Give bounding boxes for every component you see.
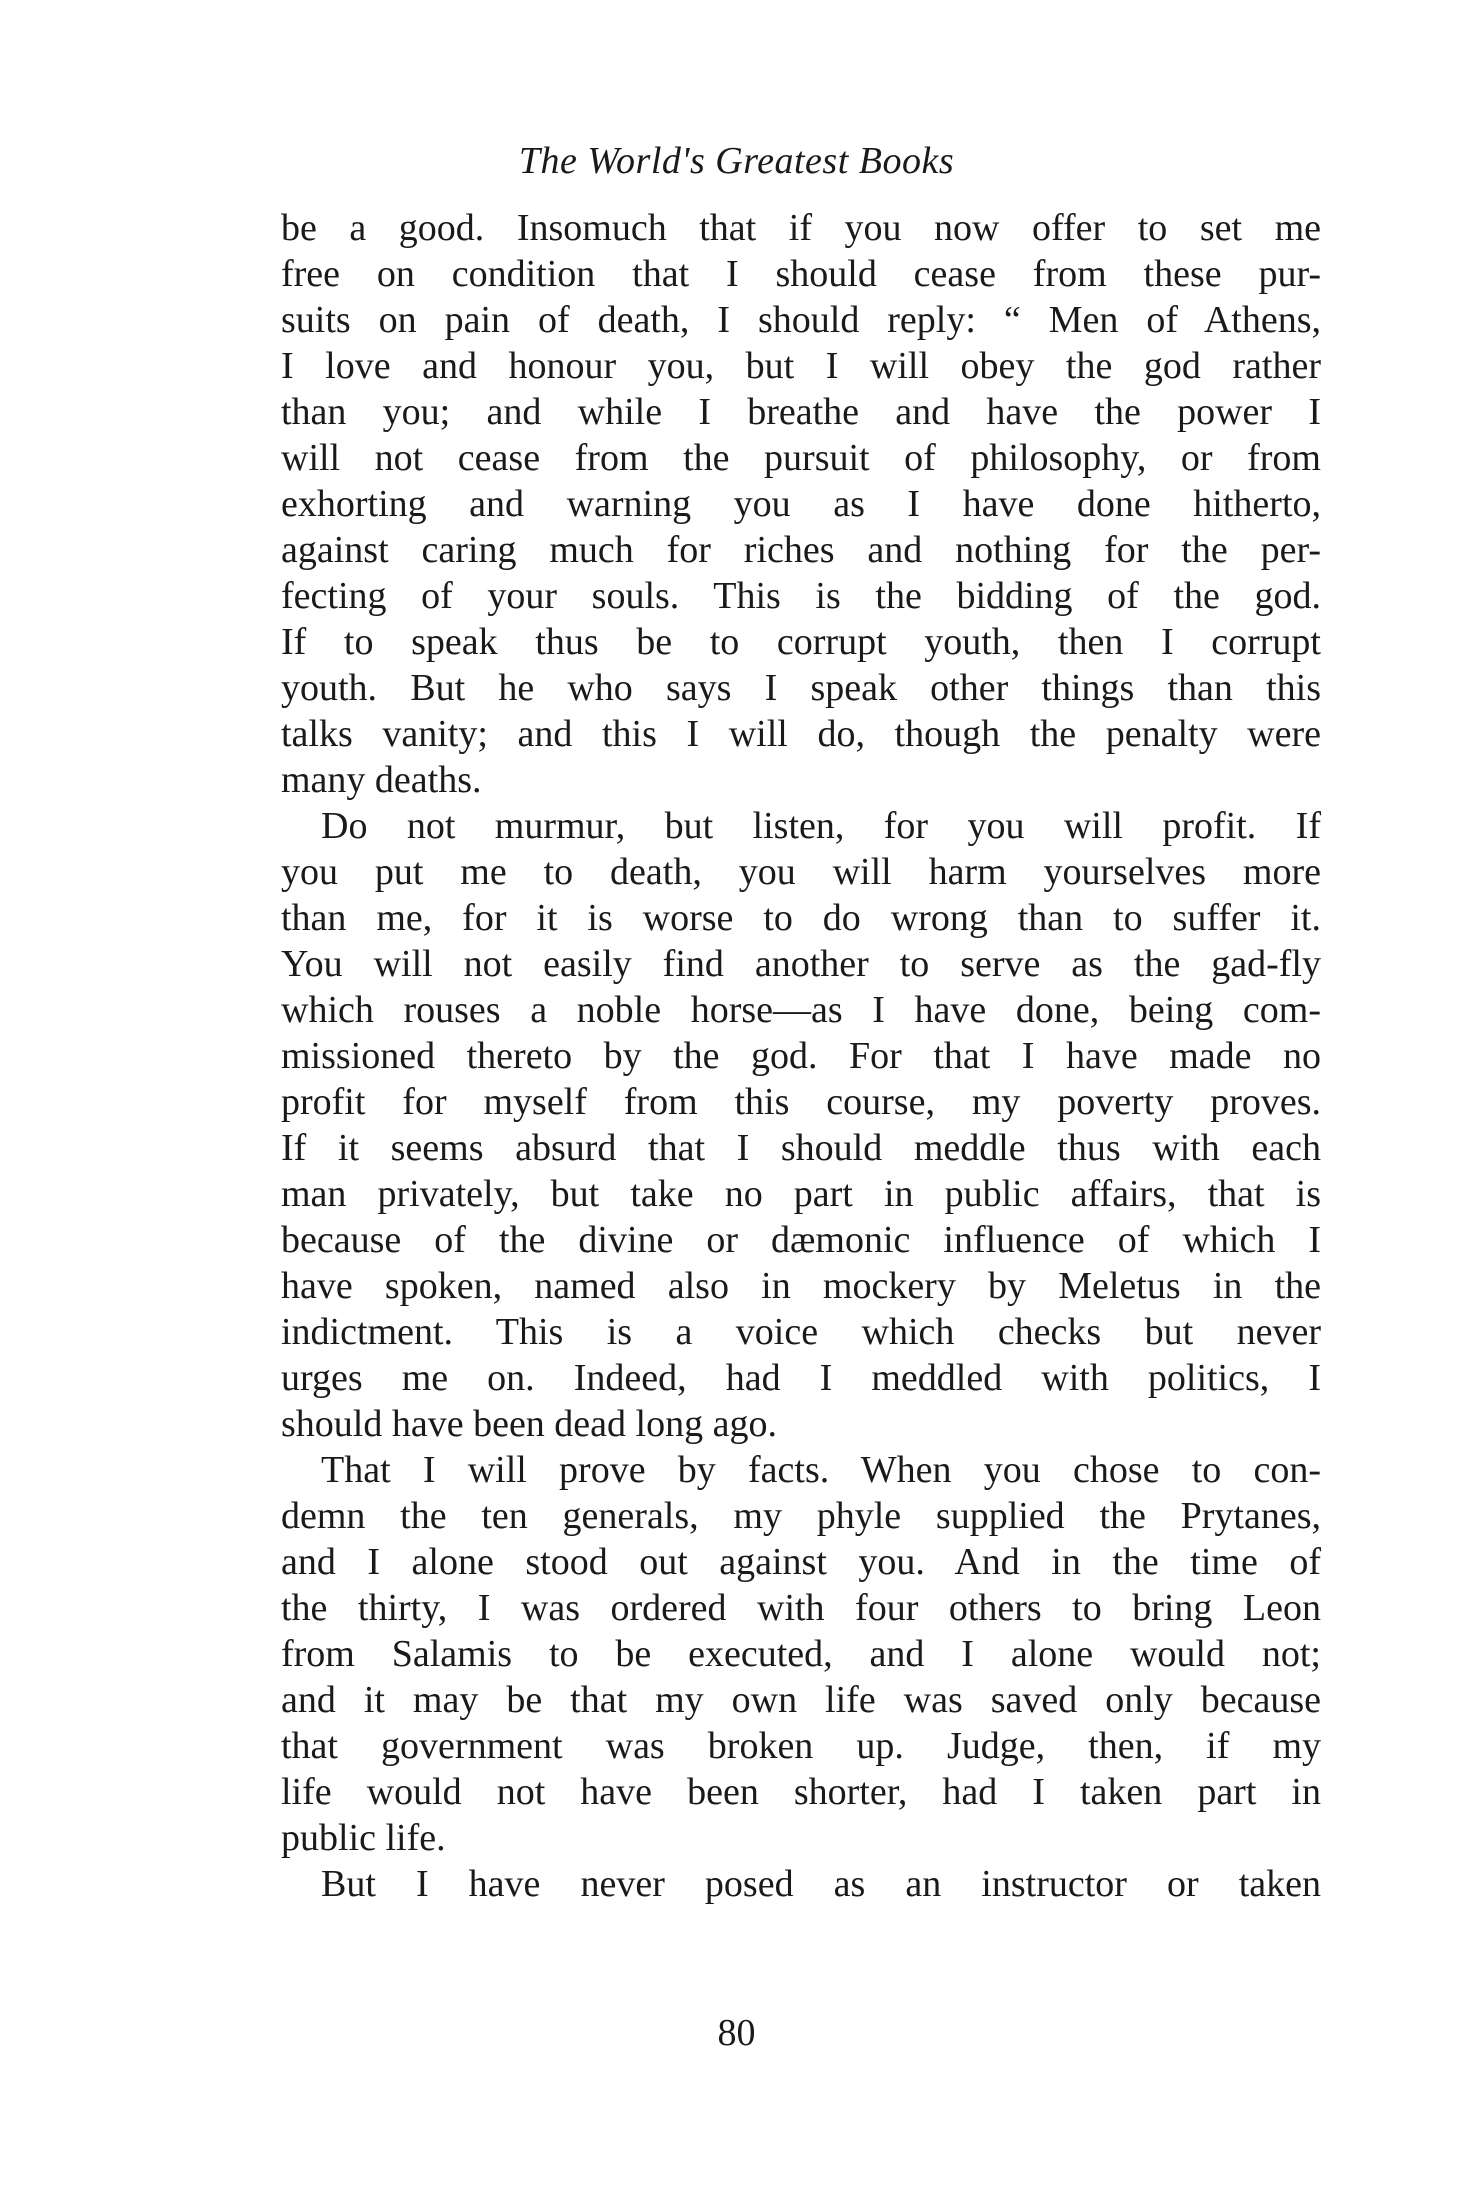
text-line: free on condition that I should cease from these pur- <box>281 253 1321 295</box>
text-line: which rouses a noble horse—as I have done, being com- <box>281 989 1321 1031</box>
text-line: suits on pain of death, I should reply: “ Men of Athens, <box>281 299 1321 341</box>
text-line: life would not have been shorter, had I taken part in <box>281 1771 1321 1813</box>
text-line: the thirty, I was ordered with four others to bring Leon <box>281 1587 1321 1629</box>
text-line: because of the divine or dæmonic influence of which I <box>281 1219 1321 1261</box>
text-line: from Salamis to be executed, and I alone would not; <box>281 1633 1321 1675</box>
text-line: against caring much for riches and nothing for the per- <box>281 529 1321 571</box>
text-line: have spoken, named also in mockery by Meletus in the <box>281 1265 1321 1307</box>
text-line: demn the ten generals, my phyle supplied the Prytanes, <box>281 1495 1321 1537</box>
text-line: and it may be that my own life was saved only because <box>281 1679 1321 1721</box>
text-line: you put me to death, you will harm yourselves more <box>281 851 1321 893</box>
text-line: and I alone stood out against you. And in the time of <box>281 1541 1321 1583</box>
text-line: profit for myself from this course, my poverty proves. <box>281 1081 1321 1123</box>
body-text <box>281 205 1321 1907</box>
text-line: than me, for it is worse to do wrong than to suffer it. <box>281 897 1321 939</box>
text-line: But I have never posed as an instructor or taken <box>321 1863 1321 1905</box>
text-line: exhorting and warning you as I have done hitherto, <box>281 483 1321 525</box>
running-head: The World's Greatest Books <box>518 140 955 182</box>
text-line: that government was broken up. Judge, then, if my <box>281 1725 1321 1767</box>
text-line: urges me on. Indeed, had I meddled with politics, I <box>281 1357 1321 1399</box>
text-line: be a good. Insomuch that if you now offer to set me <box>281 207 1321 249</box>
text-line: If to speak thus be to corrupt youth, then I corrupt <box>281 621 1321 663</box>
text-line: public life. <box>281 1817 446 1859</box>
text-line: That I will prove by facts. When you chose to con- <box>321 1449 1321 1491</box>
text-line: should have been dead long ago. <box>281 1403 777 1445</box>
text-line: indictment. This is a voice which checks but never <box>281 1311 1321 1353</box>
text-line: missioned thereto by the god. For that I have made no <box>281 1035 1321 1077</box>
text-line: talks vanity; and this I will do, though the penalty were <box>281 713 1321 755</box>
text-line: will not cease from the pursuit of philosophy, or from <box>281 437 1321 479</box>
text-line: I love and honour you, but I will obey the god rather <box>281 345 1321 387</box>
text-line: You will not easily find another to serve as the gad-fly <box>281 943 1321 985</box>
page-number: 80 <box>717 2012 756 2054</box>
text-line: than you; and while I breathe and have the power I <box>281 391 1321 433</box>
text-line: man privately, but take no part in public affairs, that is <box>281 1173 1321 1215</box>
text-line: Do not murmur, but listen, for you will profit. If <box>321 805 1321 847</box>
text-line: If it seems absurd that I should meddle thus with each <box>281 1127 1321 1169</box>
text-line: many deaths. <box>281 759 482 801</box>
text-line: youth. But he who says I speak other things than this <box>281 667 1321 709</box>
text-line: fecting of your souls. This is the bidding of the god. <box>281 575 1321 617</box>
